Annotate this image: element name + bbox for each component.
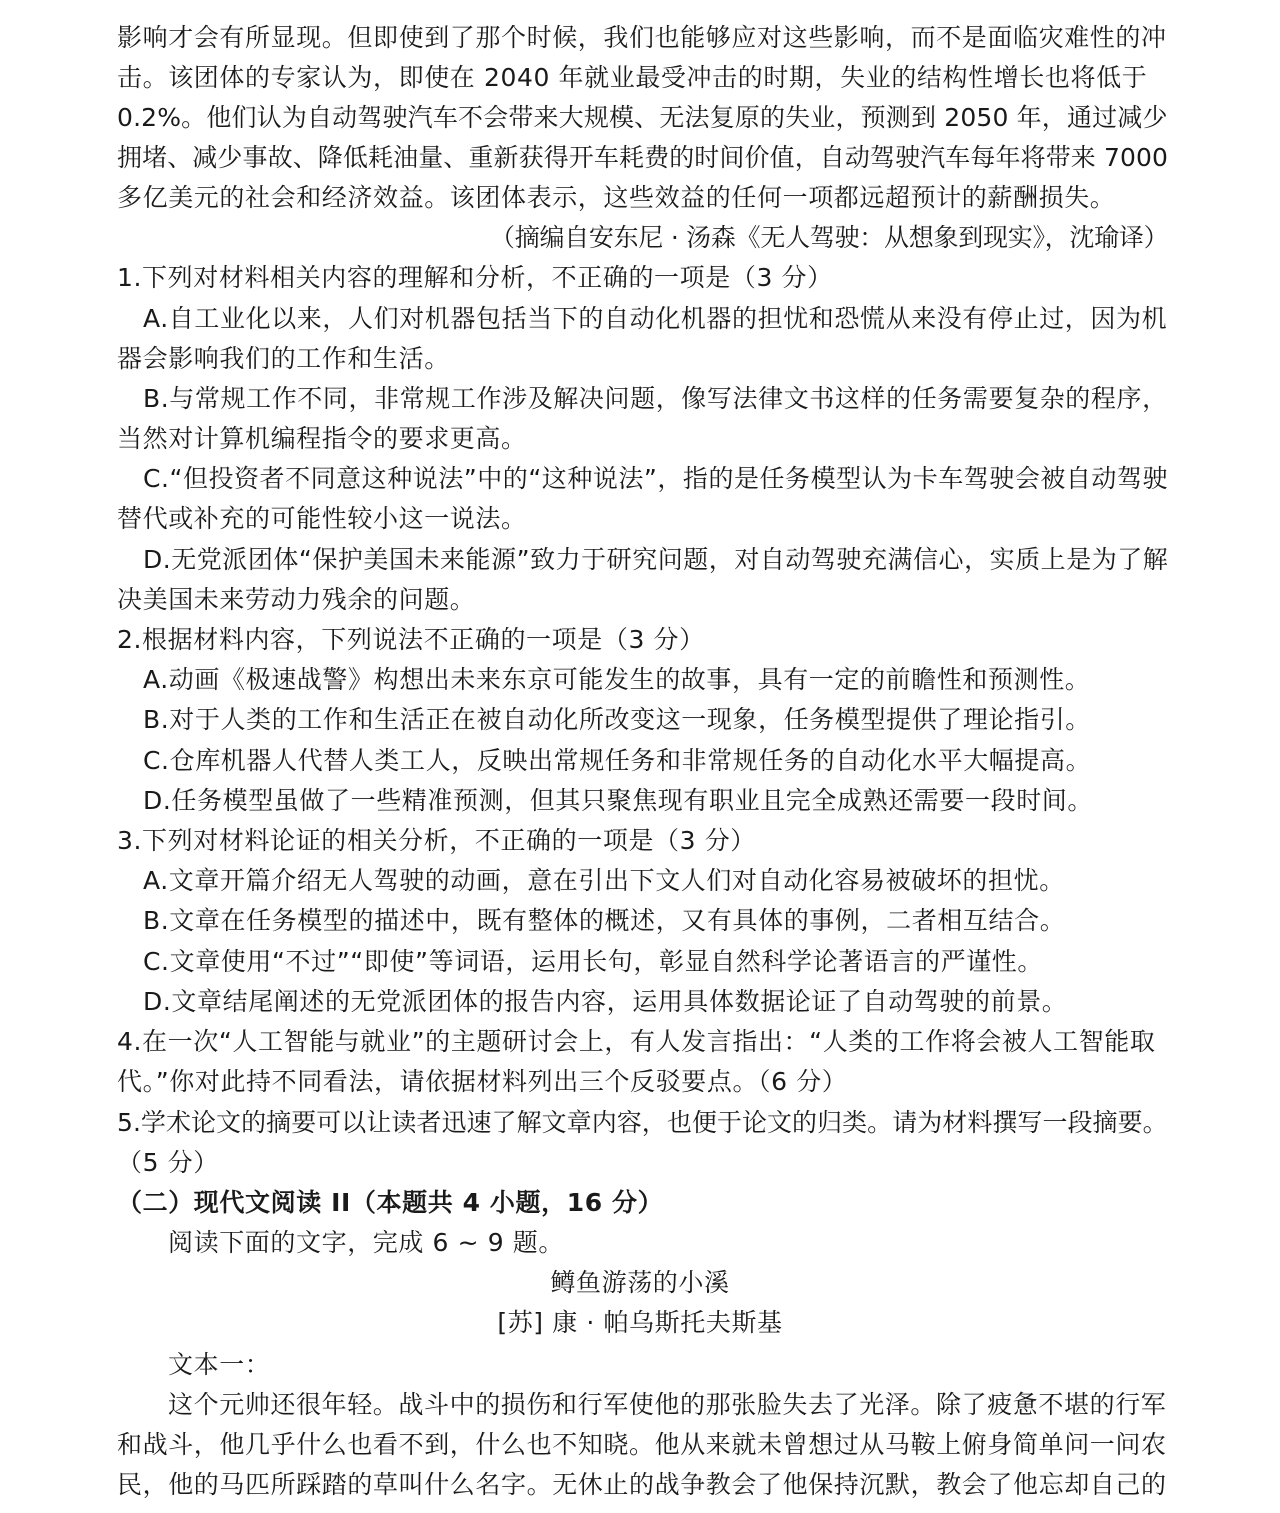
section-2-instruction: 阅读下面的文字，完成 6 ~ 9 题。 [168,1228,564,1257]
question-3-option-d: D.文章结尾阐述的无党派团体的报告内容，运用具体数据论证了自动驾驶的前景。 [143,987,1068,1016]
question-3-stem: 3.下列对材料论证的相关分析，不正确的一项是（3 分） [117,826,756,855]
section-2-heading: （二）现代文阅读 II（本题共 4 小题，16 分） [117,1188,664,1217]
question-1-option-b-cont: 当然对计算机编程指令的要求更高。 [117,424,527,453]
story-paragraph-line: 民，他的马匹所踩踏的草叫什么名字。无休止的战争教会了他保持沉默，教会了他忘却自己的 [117,1470,1167,1499]
passage-line: 拥堵、减少事故、降低耗油量、重新获得开车耗费的时间价值，自动驾驶汽车每年将带来 7000 [117,143,1168,172]
question-3-option-a: A.文章开篇介绍无人驾驶的动画，意在引出下文人们对自动化容易被破坏的担忧。 [143,866,1065,895]
text-one-label: 文本一： [168,1350,271,1379]
question-5-stem: 5.学术论文的摘要可以让读者迅速了解文章内容，也便于论文的归类。请为材料撰写一段摘要。 [117,1108,1168,1137]
question-2-option-d: D.任务模型虽做了一些精准预测，但其只聚焦现有职业且完全成熟还需要一段时间。 [143,786,1094,815]
question-1-option-a-cont: 器会影响我们的工作和生活。 [117,344,450,373]
question-1-option-c-cont: 替代或补充的可能性较小这一说法。 [117,504,527,533]
story-title: 鳟鱼游荡的小溪 [550,1268,730,1297]
question-1-option-c: C.“但投资者不同意这种说法”中的“这种说法”，指的是任务模型认为卡车驾驶会被自动驾驶 [143,464,1169,493]
question-5-stem-cont: （5 分） [117,1148,219,1177]
question-2-stem: 2.根据材料内容，下列说法不正确的一项是（3 分） [117,625,705,654]
passage-line: 影响才会有所显现。但即使到了那个时候，我们也能够应对这些影响，而不是面临灾难性的冲 [117,23,1167,52]
passage-line: 击。该团体的专家认为，即使在 2040 年就业最受冲击的时期，失业的结构性增长也将低于 [117,63,1148,92]
question-3-option-c: C.文章使用“不过”“即使”等词语，运用长句，彰显自然科学论著语言的严谨性。 [143,947,1044,976]
question-1-option-d-cont: 决美国未来劳动力残余的问题。 [117,585,476,614]
question-4-stem: 4.在一次“人工智能与就业”的主题研讨会上，有人发言指出：“人类的工作将会被人工智能取 [117,1027,1156,1056]
question-1-option-a: A.自工业化以来，人们对机器包括当下的自动化机器的担忧和恐慌从来没有停止过，因为机 [143,304,1168,333]
question-2-option-a: A.动画《极速战警》构想出未来东京可能发生的故事，具有一定的前瞻性和预测性。 [143,665,1091,694]
question-1-stem: 1.下列对材料相关内容的理解和分析，不正确的一项是（3 分） [117,263,833,292]
question-3-option-b: B.文章在任务模型的描述中，既有整体的概述，又有具体的事例，二者相互结合。 [143,906,1066,935]
question-4-stem-cont: 代。”你对此持不同看法，请依据材料列出三个反驳要点。（6 分） [117,1067,848,1096]
question-2-option-c: C.仓库机器人代替人类工人，反映出常规任务和非常规任务的自动化水平大幅提高。 [143,746,1092,775]
question-1-option-b: B.与常规工作不同，非常规工作涉及解决问题，像写法律文书这样的任务需要复杂的程序， [143,384,1168,413]
story-paragraph-line: 和战斗，他几乎什么也看不到，什么也不知晓。他从来就未曾想过从马鞍上俯身简单问一问农 [117,1430,1167,1459]
question-2-option-b: B.对于人类的工作和生活正在被自动化所改变这一现象，任务模型提供了理论指引。 [143,705,1091,734]
question-1-option-d: D.无党派团体“保护美国未来能源”致力于研究问题，对自动驾驶充满信心，实质上是为了解 [143,545,1169,574]
passage-line: 0.2%。他们认为自动驾驶汽车不会带来大规模、无法复原的失业，预测到 2050 年，通过减少 [117,103,1168,132]
passage-line: 多亿美元的社会和经济效益。该团体表示，这些效益的任何一项都远超预计的薪酬损失。 [117,183,1116,212]
story-paragraph-line: 这个元帅还很年轻。战斗中的损伤和行军使他的那张脸失去了光泽。除了疲惫不堪的行军 [168,1390,1167,1419]
source-note: （摘编自安东尼 · 汤森《无人驾驶：从想象到现实》，沈瑜译） [490,223,1169,252]
story-author: [苏] 康 · 帕乌斯托夫斯基 [497,1308,783,1337]
